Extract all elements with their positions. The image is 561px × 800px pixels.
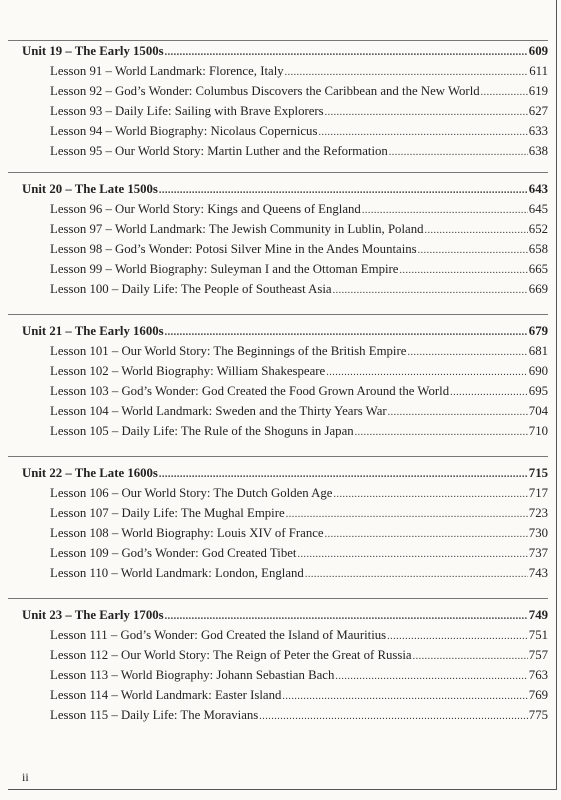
- unit-section: [8, 172, 548, 299]
- lesson-page-number: 645: [528, 202, 548, 216]
- lesson-entry[interactable]: [8, 625, 548, 645]
- lesson-page-number: 717: [528, 486, 548, 500]
- lesson-title: Lesson 92 – God’s Wonder: Columbus Discovers the Caribbean and the New World: [50, 84, 480, 98]
- lesson-entry[interactable]: [8, 101, 548, 121]
- dot-leader: [282, 687, 527, 707]
- lesson-page-number: 658: [528, 242, 548, 256]
- lesson-page-number: 633: [528, 124, 548, 138]
- unit-page-number: 679: [528, 324, 548, 338]
- dot-leader: [305, 565, 528, 585]
- dot-leader: [334, 485, 528, 505]
- lesson-title: Lesson 104 – World Landmark: Sweden and the Thirty Years War: [50, 404, 387, 418]
- lesson-entry[interactable]: [8, 219, 548, 239]
- lesson-title: Lesson 110 – World Landmark: London, England: [50, 566, 304, 580]
- unit-title: Unit 20 – The Late 1500s: [22, 182, 158, 196]
- dot-leader: [388, 403, 528, 423]
- lesson-title: Lesson 103 – God’s Wonder: God Created the Food Grown Around the World: [50, 384, 450, 398]
- lesson-title: Lesson 115 – Daily Life: The Moravians: [50, 708, 259, 722]
- lesson-page-number: 775: [528, 708, 548, 722]
- dot-leader: [159, 181, 528, 201]
- lesson-entry[interactable]: [8, 199, 548, 219]
- unit-heading[interactable]: [8, 41, 548, 61]
- lesson-page-number: 665: [528, 262, 548, 276]
- dot-leader: [165, 607, 528, 627]
- dot-leader: [318, 123, 527, 143]
- lesson-entry[interactable]: [8, 61, 548, 81]
- lesson-title: Lesson 99 – World Biography: Suleyman I and the Ottoman Empire: [50, 262, 399, 276]
- lesson-title: Lesson 95 – Our World Story: Martin Luther and the Reformation: [50, 144, 388, 158]
- lesson-entry[interactable]: [8, 81, 548, 101]
- dot-leader: [450, 383, 528, 403]
- lesson-entry[interactable]: [8, 401, 548, 421]
- page-number-footer: ii: [22, 770, 29, 784]
- unit-section: [8, 40, 548, 161]
- lesson-entry[interactable]: [8, 361, 548, 381]
- lesson-entry[interactable]: [8, 503, 548, 523]
- lesson-entry[interactable]: [8, 543, 548, 563]
- lesson-entry[interactable]: [8, 685, 548, 705]
- dot-leader: [325, 103, 528, 123]
- lesson-title: Lesson 108 – World Biography: Louis XIV of France: [50, 526, 324, 540]
- lesson-page-number: 695: [528, 384, 548, 398]
- lesson-page-number: 730: [528, 526, 548, 540]
- lesson-title: Lesson 101 – Our World Story: The Beginnings of the British Empire: [50, 344, 407, 358]
- unit-title: Unit 23 – The Early 1700s: [22, 608, 164, 622]
- dot-leader: [259, 707, 528, 727]
- dot-leader: [425, 221, 528, 241]
- dot-leader: [387, 627, 528, 647]
- unit-title: Unit 19 – The Early 1500s: [22, 44, 164, 58]
- dot-leader: [159, 465, 528, 485]
- lesson-entry[interactable]: [8, 381, 548, 401]
- dot-leader: [297, 545, 527, 565]
- lesson-page-number: 669: [528, 282, 548, 296]
- dot-leader: [362, 201, 528, 221]
- lesson-title: Lesson 114 – World Landmark: Easter Island: [50, 688, 282, 702]
- unit-title: Unit 22 – The Late 1600s: [22, 466, 158, 480]
- lesson-page-number: 652: [528, 222, 548, 236]
- lesson-entry[interactable]: [8, 421, 548, 441]
- unit-title: Unit 21 – The Early 1600s: [22, 324, 164, 338]
- dot-leader: [326, 363, 528, 383]
- unit-heading[interactable]: [8, 179, 548, 199]
- dot-leader: [389, 143, 528, 163]
- lesson-page-number: 757: [528, 648, 548, 662]
- lesson-page-number: 638: [528, 144, 548, 158]
- lesson-page-number: 611: [529, 64, 548, 78]
- lesson-title: Lesson 105 – Daily Life: The Rule of the Shoguns in Japan: [50, 424, 354, 438]
- dot-leader: [481, 83, 528, 103]
- lesson-entry[interactable]: [8, 341, 548, 361]
- lesson-entry[interactable]: [8, 563, 548, 583]
- lesson-title: Lesson 112 – Our World Story: The Reign of Peter the Great of Russia: [50, 648, 412, 662]
- lesson-entry[interactable]: [8, 259, 548, 279]
- unit-heading[interactable]: [8, 321, 548, 341]
- lesson-title: Lesson 96 – Our World Story: Kings and Queens of England: [50, 202, 361, 216]
- lesson-entry[interactable]: [8, 665, 548, 685]
- lesson-title: Lesson 111 – God’s Wonder: God Created the Island of Mauritius: [50, 628, 387, 642]
- unit-page-number: 715: [528, 466, 548, 480]
- dot-leader: [285, 63, 529, 83]
- lesson-entry[interactable]: [8, 239, 548, 259]
- lesson-entry[interactable]: [8, 483, 548, 503]
- lesson-entry[interactable]: [8, 705, 548, 725]
- lesson-entry[interactable]: [8, 121, 548, 141]
- unit-page-number: 643: [528, 182, 548, 196]
- unit-section: [8, 598, 548, 725]
- lesson-title: Lesson 109 – God’s Wonder: God Created Tibet: [50, 546, 297, 560]
- lesson-page-number: 763: [528, 668, 548, 682]
- dot-leader: [399, 261, 527, 281]
- lesson-title: Lesson 102 – World Biography: William Shakespeare: [50, 364, 326, 378]
- unit-section: [8, 314, 548, 441]
- lesson-page-number: 690: [528, 364, 548, 378]
- lesson-entry[interactable]: [8, 645, 548, 665]
- dot-leader: [165, 43, 528, 63]
- lesson-title: Lesson 100 – Daily Life: The People of Southeast Asia: [50, 282, 332, 296]
- dot-leader: [407, 343, 527, 363]
- dot-leader: [333, 281, 528, 301]
- lesson-entry[interactable]: [8, 279, 548, 299]
- dot-leader: [325, 525, 528, 545]
- unit-heading[interactable]: [8, 605, 548, 625]
- lesson-page-number: 710: [528, 424, 548, 438]
- lesson-page-number: 769: [528, 688, 548, 702]
- lesson-page-number: 737: [528, 546, 548, 560]
- lesson-page-number: 681: [528, 344, 548, 358]
- dot-leader: [335, 667, 527, 687]
- lesson-page-number: 704: [528, 404, 548, 418]
- lesson-title: Lesson 93 – Daily Life: Sailing with Brave Explorers: [50, 104, 324, 118]
- lesson-title: Lesson 94 – World Biography: Nicolaus Copernicus: [50, 124, 318, 138]
- dot-leader: [413, 647, 528, 667]
- unit-section: [8, 456, 548, 583]
- dot-leader: [418, 241, 528, 261]
- lesson-title: Lesson 91 – World Landmark: Florence, Italy: [50, 64, 284, 78]
- dot-leader: [355, 423, 528, 443]
- lesson-title: Lesson 107 – Daily Life: The Mughal Empire: [50, 506, 285, 520]
- lesson-page-number: 743: [528, 566, 548, 580]
- lesson-page-number: 723: [528, 506, 548, 520]
- lesson-entry[interactable]: [8, 523, 548, 543]
- unit-heading[interactable]: [8, 463, 548, 483]
- lesson-page-number: 619: [528, 84, 548, 98]
- lesson-title: Lesson 113 – World Biography: Johann Sebastian Bach: [50, 668, 335, 682]
- lesson-page-number: 627: [528, 104, 548, 118]
- lesson-title: Lesson 98 – God’s Wonder: Potosi Silver Mine in the Andes Mountains: [50, 242, 417, 256]
- lesson-entry[interactable]: [8, 141, 548, 161]
- lesson-title: Lesson 106 – Our World Story: The Dutch Golden Age: [50, 486, 333, 500]
- unit-page-number: 749: [528, 608, 548, 622]
- dot-leader: [165, 323, 528, 343]
- lesson-page-number: 751: [528, 628, 548, 642]
- lesson-title: Lesson 97 – World Landmark: The Jewish Community in Lublin, Poland: [50, 222, 424, 236]
- unit-page-number: 609: [528, 44, 548, 58]
- dot-leader: [286, 505, 528, 525]
